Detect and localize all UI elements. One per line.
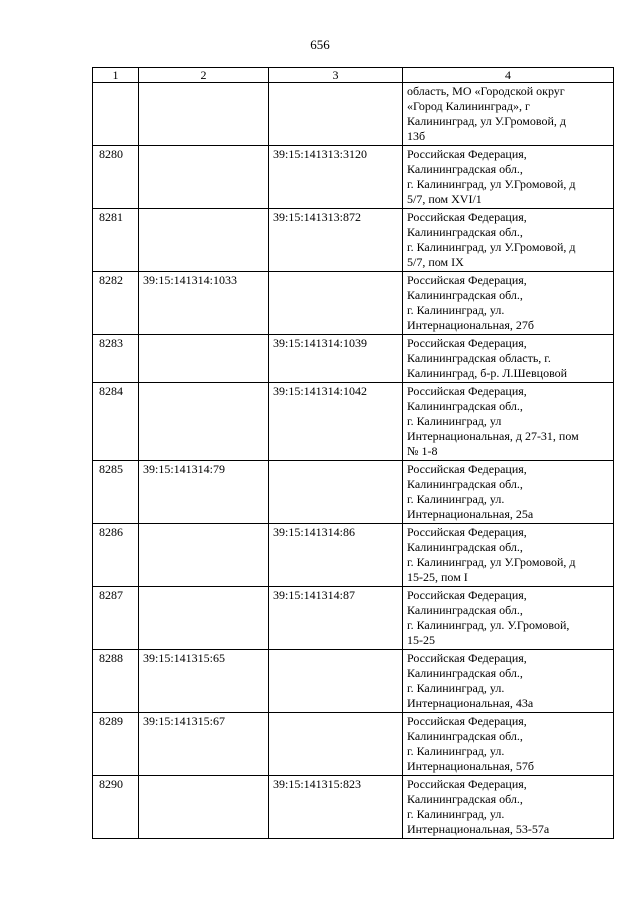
address-cell: область, МО «Городской округ «Город Калининград», г Калининград, ул У.Громовой, д 13б [403, 83, 614, 146]
address-cell: Российская Федерация, Калининградская обл., г. Калининград, ул У.Громовой, д 15-25, пом I [403, 524, 614, 587]
column-header-2: 2 [139, 68, 269, 83]
row-number: 8288 [93, 650, 139, 713]
table-row [93, 713, 614, 776]
cadastral-number-land [139, 335, 269, 383]
cadastral-number-building: 39:15:141315:823 [269, 776, 403, 839]
cadastral-number-land [139, 146, 269, 209]
row-number: 8281 [93, 209, 139, 272]
row-number: 8285 [93, 461, 139, 524]
row-number [93, 83, 139, 146]
column-header-4: 4 [403, 68, 614, 83]
address-cell: Российская Федерация, Калининградская обл., г. Калининград, ул. Интернациональная, 25а [403, 461, 614, 524]
row-number: 8283 [93, 335, 139, 383]
table-row [93, 335, 614, 383]
row-number: 8280 [93, 146, 139, 209]
cadastral-number-land [139, 587, 269, 650]
cadastral-number-building [269, 272, 403, 335]
cadastral-number-building [269, 713, 403, 776]
table-row [93, 272, 614, 335]
table-row [93, 83, 614, 146]
table-row [93, 587, 614, 650]
table-row [93, 209, 614, 272]
cadastral-number-building [269, 83, 403, 146]
cadastral-number-building: 39:15:141314:1039 [269, 335, 403, 383]
cadastral-number-land: 39:15:141314:1033 [139, 272, 269, 335]
cadastral-number-building [269, 650, 403, 713]
cadastral-number-land: 39:15:141314:79 [139, 461, 269, 524]
row-number: 8289 [93, 713, 139, 776]
header-row [93, 68, 614, 83]
table-body [93, 83, 614, 839]
table-row [93, 461, 614, 524]
table-row [93, 146, 614, 209]
cadastral-number-building: 39:15:141314:1042 [269, 383, 403, 461]
column-header-1: 1 [93, 68, 139, 83]
address-cell: Российская Федерация, Калининградская обл., г. Калининград, ул. Интернациональная, 57б [403, 713, 614, 776]
cadastral-number-land: 39:15:141315:65 [139, 650, 269, 713]
cadastral-number-building: 39:15:141314:86 [269, 524, 403, 587]
row-number: 8282 [93, 272, 139, 335]
table-row [93, 776, 614, 839]
table-row [93, 383, 614, 461]
row-number: 8287 [93, 587, 139, 650]
cadastral-number-building: 39:15:141314:87 [269, 587, 403, 650]
page-number: 656 [310, 37, 330, 52]
cadastral-number-land [139, 83, 269, 146]
address-cell: Российская Федерация, Калининградская обл., г. Калининград, ул. Интернациональная, 53-57а [403, 776, 614, 839]
cadastral-number-building [269, 461, 403, 524]
address-cell: Российская Федерация, Калининградская обл., г. Калининград, ул. Интернациональная, 43а [403, 650, 614, 713]
registry-table [92, 67, 614, 839]
address-cell: Российская Федерация, Калининградская обл., г. Калининград, ул У.Громовой, д 5/7, пом XVI/1 [403, 146, 614, 209]
cadastral-number-land: 39:15:141315:67 [139, 713, 269, 776]
column-header-3: 3 [269, 68, 403, 83]
cadastral-number-land [139, 383, 269, 461]
address-cell: Российская Федерация, Калининградская обл., г. Калининград, ул. У.Громовой, 15-25 [403, 587, 614, 650]
row-number: 8286 [93, 524, 139, 587]
address-cell: Российская Федерация, Калининградская область, г. Калининград, б-р. Л.Шевцовой [403, 335, 614, 383]
table-header [93, 68, 614, 83]
cadastral-number-land [139, 524, 269, 587]
table-row [93, 524, 614, 587]
row-number: 8284 [93, 383, 139, 461]
cadastral-number-building: 39:15:141313:3120 [269, 146, 403, 209]
cadastral-number-building: 39:15:141313:872 [269, 209, 403, 272]
table-row [93, 650, 614, 713]
row-number: 8290 [93, 776, 139, 839]
address-cell: Российская Федерация, Калининградская обл., г. Калининград, ул. Интернациональная, 27б [403, 272, 614, 335]
cadastral-number-land [139, 776, 269, 839]
address-cell: Российская Федерация, Калининградская обл., г. Калининград, ул У.Громовой, д 5/7, пом IX [403, 209, 614, 272]
address-cell: Российская Федерация, Калининградская обл., г. Калининград, ул Интернациональная, д 27-31, пом № 1-8 [403, 383, 614, 461]
cadastral-number-land [139, 209, 269, 272]
